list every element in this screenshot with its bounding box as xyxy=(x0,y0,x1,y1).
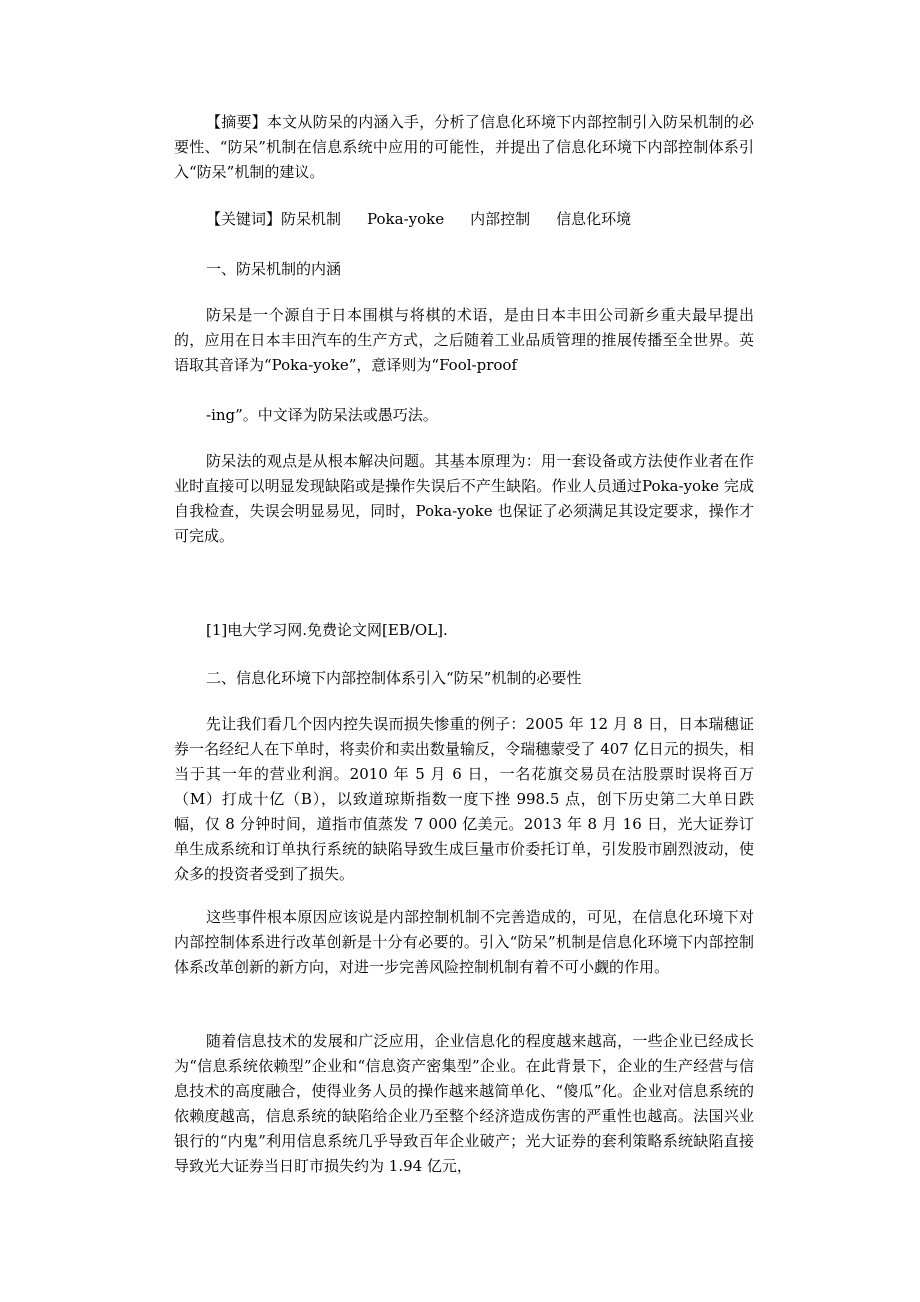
abstract-paragraph: 【摘要】本文从防呆的内涵入手，分析了信息化环境下内部控制引入防呆机制的必要性、“防呆”机制在信息系统中应用的可能性，并提出了信息化环境下内部控制体系引入“防呆”机制的建议。 xyxy=(174,113,754,181)
reference-note: [1]电大学习网.免费论文网[EB/OL]. xyxy=(206,621,448,639)
keyword-item: Poka-yoke xyxy=(367,210,445,228)
keywords-label: 【关键词】 xyxy=(206,210,282,228)
section-1-paragraph-1-continued: -ing”。中文译为防呆法或愚巧法。 xyxy=(206,406,438,424)
section-1-heading: 一、防呆机制的内涵 xyxy=(206,260,342,278)
keyword-item: 防呆机制 xyxy=(281,210,342,228)
keyword-item: 内部控制 xyxy=(470,210,531,228)
section-2-paragraph-3: 随着信息技术的发展和广泛应用，企业信息化的程度越来越高，一些企业已经成长为“信息系统依赖型”企业和“信息资产密集型”企业。在此背景下，企业的生产经营与信息技术的高度融合，使得业务人员的操作越来越简单化、“傻瓜”化。企业对信息系统的依赖度越高，信息系统的缺陷给企业乃至整个经济造成伤害的严重性也越高。法国兴业银行的“内鬼”利用信息系统几乎导致百年企业破产；光大证券的套利策略系统缺陷直接导致光大证券当日盯市损失约为 1.94 亿元， xyxy=(174,1032,754,1175)
section-1-paragraph-1: 防呆是一个源自于日本围棋与将棋的术语，是由日本丰田公司新乡重夫最早提出的，应用在日本丰田汽车的生产方式，之后随着工业品质管理的推展传播至全世界。英语取其音译为“Poka-yoke”，意译则为“Fool-proof xyxy=(174,306,754,374)
keywords-line xyxy=(206,207,631,232)
section-2-heading: 二、信息化环境下内部控制体系引入“防呆”机制的必要性 xyxy=(206,669,582,687)
section-1-paragraph-2: 防呆法的观点是从根本解决问题。其基本原理为：用一套设备或方法使作业者在作业时直接可以明显发现缺陷或是操作失误后不产生缺陷。作业人员通过Poka-yoke 完成自我检查，失误会明显易见，同时，Poka-yoke 也保证了必须满足其设定要求，操作才可完成。 xyxy=(174,452,754,545)
section-2-paragraph-1: 先让我们看几个因内控失误而损失惨重的例子：2005 年 12 月 8 日，日本瑞穗证券一名经纪人在下单时，将卖价和卖出数量输反，令瑞穗蒙受了 407 亿日元的损失，相当于其一年的营业利润。2010 年 5 月 6 日，一名花旗交易员在沽股票时误将百万（M）打成十亿（B），以致道琼斯指数一度下挫 998.5 点，创下历史第二大单日跌幅，仅 8 分钟时间，道指市值蒸发 7 000 亿美元。2013 年 8 月 16 日，光大证券订单生成系统和订单执行系统的缺陷导致生成巨量市价委托订单，引发股市剧烈波动，使众多的投资者受到了损失。 xyxy=(174,715,754,883)
keyword-item: 信息化环境 xyxy=(556,210,632,228)
section-2-paragraph-2: 这些事件根本原因应该说是内部控制机制不完善造成的，可见，在信息化环境下对内部控制体系进行改革创新是十分有必要的。引入“防呆”机制是信息化环境下内部控制体系改革创新的新方向，对进一步完善风险控制机制有着不可小觑的作用。 xyxy=(174,908,754,976)
